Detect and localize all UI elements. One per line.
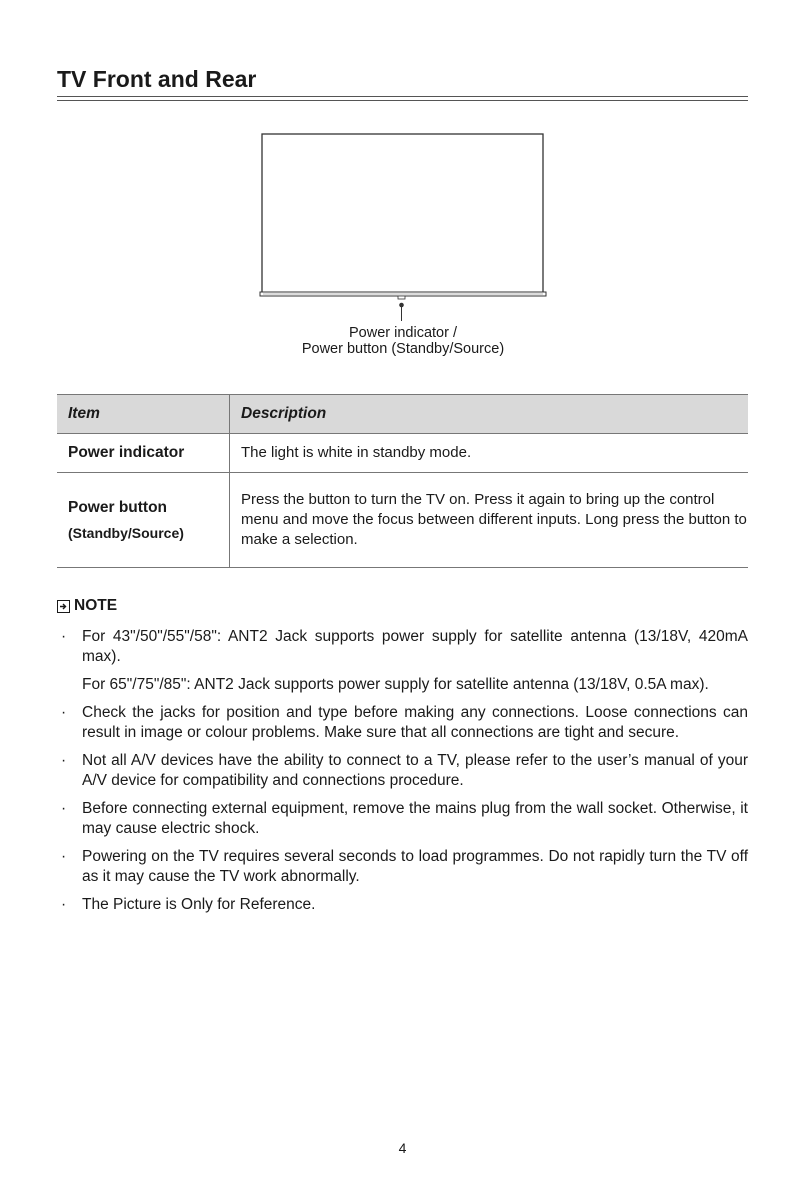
bullet: · bbox=[61, 896, 67, 913]
header-description: Description bbox=[230, 395, 749, 434]
note-arrow-icon bbox=[57, 600, 70, 613]
page-number: 4 bbox=[398, 1140, 407, 1156]
page-title: TV Front and Rear bbox=[57, 66, 257, 92]
list-item bbox=[57, 799, 748, 839]
bullet: · bbox=[61, 704, 67, 721]
bullet: · bbox=[61, 848, 67, 865]
item-description-table bbox=[57, 394, 748, 568]
list-item bbox=[57, 703, 748, 743]
bullet: · bbox=[61, 752, 67, 769]
item-label: Power indicator bbox=[68, 444, 185, 461]
note-title: NOTE bbox=[74, 597, 118, 614]
description-cell: The light is white in standby mode. bbox=[230, 434, 749, 473]
caption-line-2: Power button (Standby/Source) bbox=[301, 341, 505, 357]
bullet: · bbox=[61, 800, 67, 817]
list-item bbox=[57, 847, 748, 887]
note-heading bbox=[57, 597, 117, 615]
list-item bbox=[57, 627, 748, 695]
power-indicator-led bbox=[398, 296, 405, 299]
tv-screen bbox=[262, 134, 543, 294]
list-item bbox=[57, 751, 748, 791]
table-row bbox=[57, 473, 748, 568]
notes-list bbox=[57, 627, 748, 923]
title-divider bbox=[57, 96, 748, 101]
item-cell bbox=[57, 434, 230, 473]
note-text: Before connecting external equipment, remove the mains plug from the wall socket. Otherwise, it may cause electric shock. bbox=[82, 800, 748, 837]
note-text: Check the jacks for position and type before making any connections. Loose connections can result in image or colour problems. Make sure that all connections are tight and secure. bbox=[82, 704, 748, 741]
item-sublabel: (Standby/Source) bbox=[68, 525, 184, 541]
header-item: Item bbox=[57, 395, 230, 434]
description-cell: Press the button to turn the TV on. Press it again to bring up the control menu and move the focus between different inputs. Long press the button to make a selection. bbox=[230, 473, 749, 568]
figure-caption bbox=[255, 325, 551, 357]
bullet: · bbox=[61, 628, 67, 645]
table-header-row bbox=[57, 395, 748, 434]
caption-line-1: Power indicator / bbox=[349, 325, 457, 341]
note-text: For 43"/50"/55"/58": ANT2 Jack supports power supply for satellite antenna (13/18V, 420mA max). bbox=[82, 628, 748, 665]
list-item bbox=[57, 895, 748, 915]
item-label: Power button bbox=[68, 499, 168, 516]
note-text: Powering on the TV requires several seconds to load programmes. Do not rapidly turn the TV off as it may cause the TV work abnormally. bbox=[82, 848, 748, 885]
item-cell bbox=[57, 473, 230, 568]
note-text: The Picture is Only for Reference. bbox=[82, 896, 316, 913]
note-text: For 65"/75"/85": ANT2 Jack supports power supply for satellite antenna (13/18V, 0.5A max). bbox=[82, 676, 709, 693]
note-text: Not all A/V devices have the ability to connect to a TV, please refer to the user’s manual of your A/V device for compatibility and connections procedure. bbox=[82, 752, 748, 789]
table-row bbox=[57, 434, 748, 473]
